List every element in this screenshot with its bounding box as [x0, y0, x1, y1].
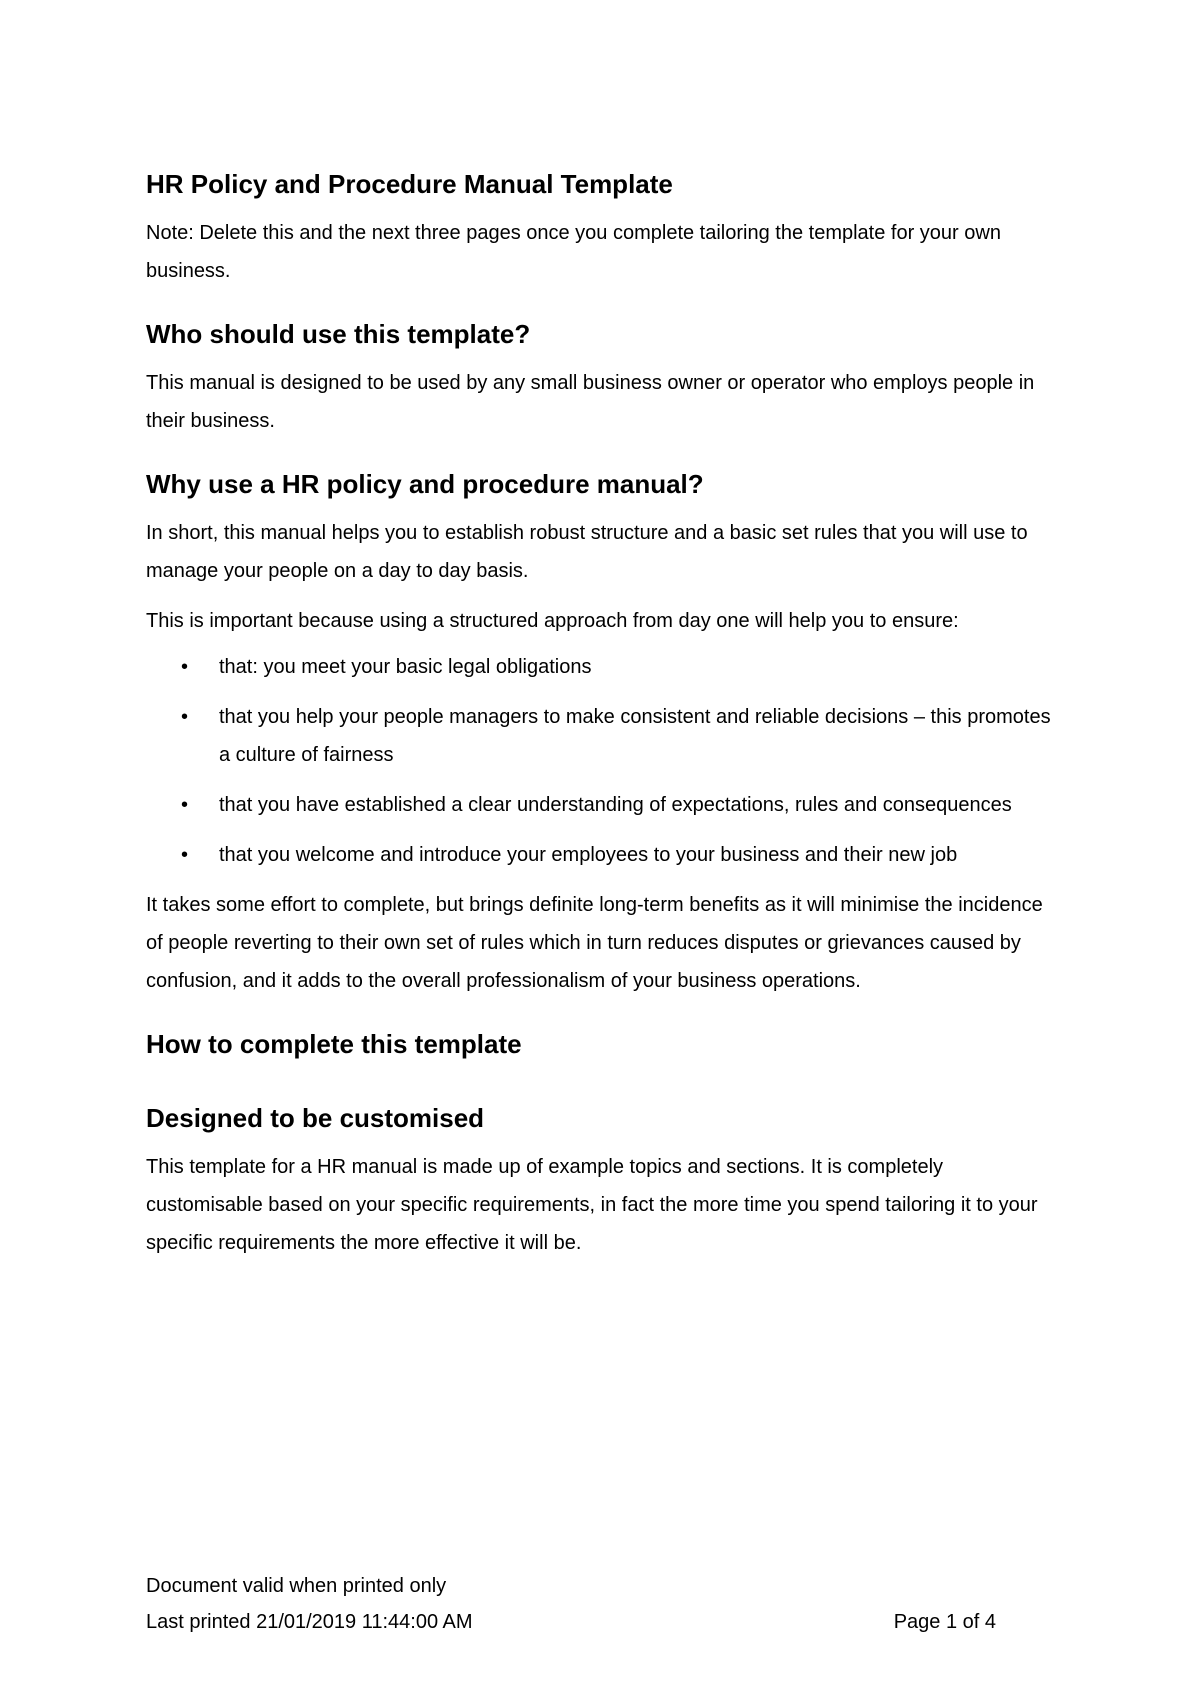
heading-how-to-complete: How to complete this template: [146, 1029, 522, 1059]
footer-page-number: Page 1 of 4: [893, 1611, 996, 1633]
list-item-text: that you have established a clear understanding of expectations, rules and consequences: [219, 794, 1012, 816]
list-item: [146, 698, 1061, 774]
why-use-paragraph-3: It takes some effort to complete, but brings definite long-term benefits as it will minimise the incidence of people reverting to their own set of rules which in turn reduces disputes or grievances caused by confusion, and it adds to the overall professionalism of your business operations.: [146, 894, 1043, 992]
who-should-use-paragraph: This manual is designed to be used by any small business owner or operator who employs people in their business.: [146, 372, 1035, 432]
footer-row: [146, 1604, 996, 1640]
heading-who-should-use: Who should use this template?: [146, 319, 531, 349]
why-use-paragraph-1: In short, this manual helps you to establish robust structure and a basic set rules that you will use to manage your people on a day to day basis.: [146, 522, 1028, 582]
template-note: Note: Delete this and the next three pages once you complete tailoring the template for your own business.: [146, 222, 1001, 282]
list-item-text: that you welcome and introduce your employees to your business and their new job: [219, 844, 958, 866]
heading-designed-to-be-customised: Designed to be customised: [146, 1103, 485, 1133]
bullet-icon: •: [181, 656, 189, 678]
customised-paragraph: This template for a HR manual is made up of example topics and sections. It is completely customisable based on your specific requirements, in fact the more time you spend tailoring it to your specific requirements the more effective it will be.: [146, 1156, 1038, 1254]
list-item-text: that: you meet your basic legal obligations: [219, 656, 592, 678]
footer-last-printed: Last printed 21/01/2019 11:44:00 AM: [146, 1611, 473, 1633]
heading-why-use: Why use a HR policy and procedure manual?: [146, 469, 704, 499]
list-item: [146, 786, 1061, 824]
list-item: [146, 648, 1061, 686]
footer-validity: Document valid when printed only: [146, 1575, 447, 1597]
bullet-icon: •: [181, 794, 189, 816]
why-use-paragraph-2: This is important because using a structured approach from day one will help you to ensure:: [146, 610, 959, 632]
document-title: HR Policy and Procedure Manual Template: [146, 169, 673, 199]
bullet-icon: •: [181, 844, 189, 866]
list-item-text: that you help your people managers to make consistent and reliable decisions – this promotes a culture of fairness: [219, 706, 1051, 766]
page-footer: [146, 1568, 996, 1640]
bullet-icon: •: [181, 706, 189, 728]
document-body: [146, 166, 1061, 1262]
list-item: [146, 836, 1061, 874]
ensure-bullet-list: [146, 648, 1061, 874]
